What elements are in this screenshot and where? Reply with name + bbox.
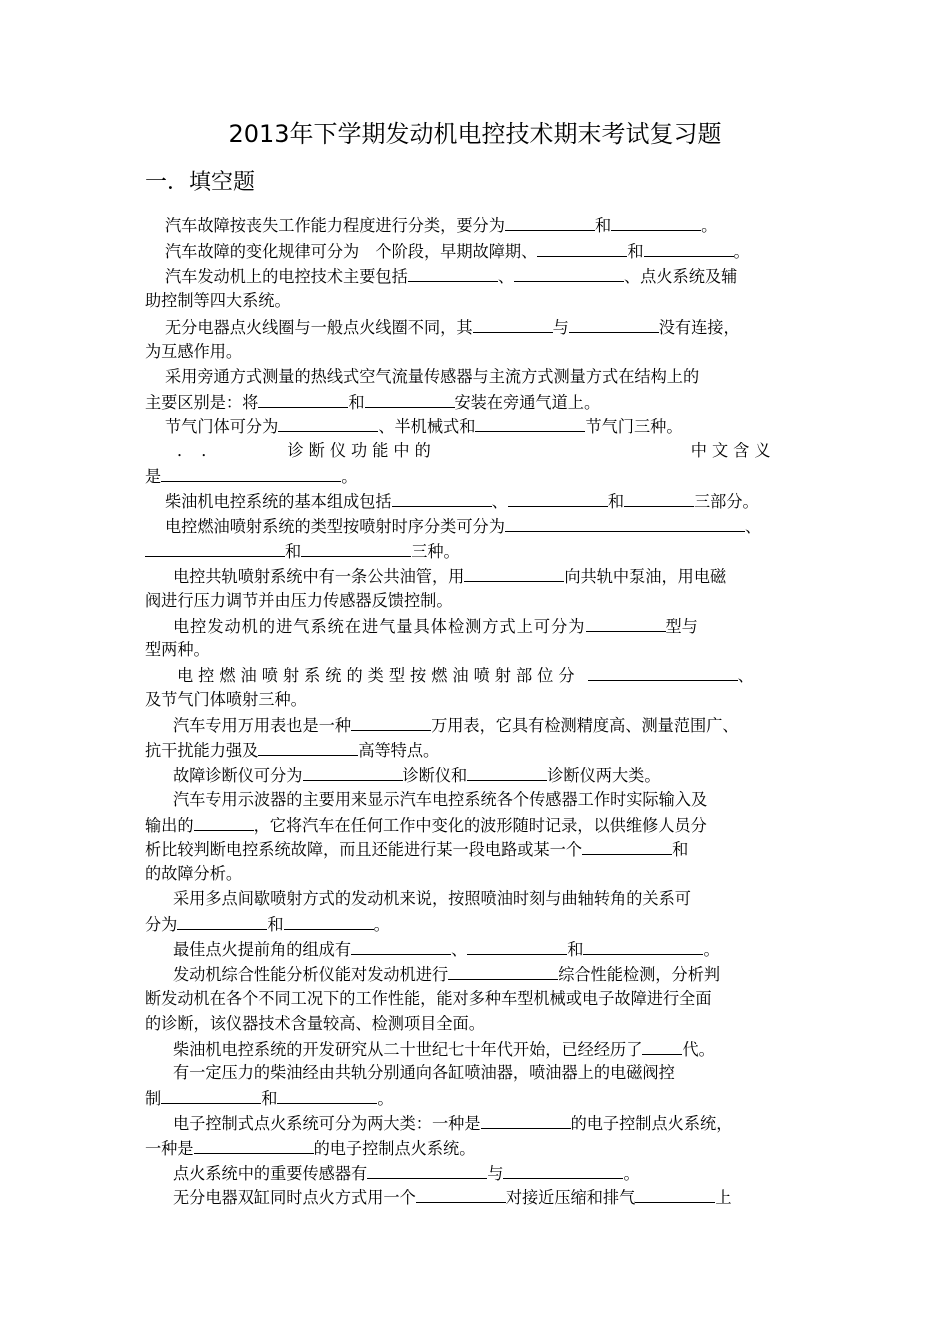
answer-blank [467, 763, 547, 781]
answer-blank [416, 1185, 506, 1203]
answer-blank [505, 514, 745, 532]
question-line: 制 和 。 [145, 1086, 810, 1110]
answer-blank [464, 564, 564, 582]
answer-blank [145, 539, 285, 557]
question-line: 电子控制式点火系统可分为两大类：一种是 的电子控制点火系统， [145, 1111, 810, 1135]
answer-blank [582, 837, 672, 855]
answer-blank [514, 264, 624, 282]
answer-blank [284, 912, 374, 930]
answer-blank [258, 390, 348, 408]
question-line: 电控共轨喷射系统中有一条公共油管，用 向共轨中泵油，用电磁 [145, 564, 810, 588]
question-line: 一种是 的电子控制点火系统。 [145, 1136, 810, 1160]
answer-blank [642, 1037, 682, 1055]
answer-blank [635, 1185, 715, 1203]
question-line: 助控制等四大系统。 [145, 291, 291, 310]
question-line: 电控发动机的进气系统在进气量具体检测方式上可分为 型与 [145, 614, 810, 638]
question-line: 汽车专用示波器的主要用来显示汽车电控系统各个传感器工作时实际输入及 [173, 790, 708, 809]
answer-blank [161, 464, 341, 482]
section-heading: 一．填空题 [145, 170, 256, 195]
question-line: 柴油机电控系统的基本组成包括 、 和 三部分。 [145, 489, 810, 513]
answer-blank [303, 763, 403, 781]
answer-blank [448, 962, 558, 980]
answer-blank [644, 239, 734, 257]
answer-blank [467, 937, 567, 955]
question-line: 无分电器点火线圈与一般点火线圈不同，其 与 没有连接， [145, 315, 810, 339]
answer-blank [194, 1136, 314, 1154]
question-line: 电控燃油喷射系统的类型按喷射时序分类可分为 、 [145, 514, 810, 538]
answer-blank [475, 414, 585, 432]
question-line: 无分电器双缸同时点火方式用一个 对接近压缩和排气 上 [145, 1185, 810, 1209]
question-line: 点火系统中的重要传感器有 与 。 [145, 1161, 810, 1185]
question-line: 电控燃油喷射系统的类型按燃油喷射部位分 、 [145, 663, 810, 687]
question-line: 采用多点间歇喷射方式的发动机来说，按照喷油时刻与曲轴转角的关系可 [173, 889, 691, 908]
answer-blank [569, 315, 659, 333]
question-line: 柴油机电控系统的开发研究从二十世纪七十年代开始，已经经历了 代。 [145, 1037, 810, 1061]
answer-blank [611, 213, 701, 231]
question-line: 断发动机在各个不同工况下的工作性能，能对多种车型机械或电子故障进行全面 [145, 989, 712, 1008]
question-line: 采用旁通方式测量的热线式空气流量传感器与主流方式测量方式在结构上的 [165, 367, 700, 386]
answer-blank [367, 1161, 487, 1179]
answer-blank [278, 414, 378, 432]
answer-blank [505, 213, 595, 231]
question-line: 汽车发动机上的电控技术主要包括 、 、点火系统及辅 [145, 264, 810, 288]
question-line: ． ． 诊断仪功能中的 中文含义 [177, 441, 776, 460]
document-title: 2013年下学期发动机电控技术期末考试复习题 [228, 120, 722, 148]
answer-blank [508, 489, 608, 507]
answer-blank [408, 264, 498, 282]
question-line: 发动机综合性能分析仪能对发动机进行 综合性能检测，分析判 [145, 962, 810, 986]
answer-blank [481, 1111, 571, 1129]
question-line: 汽车故障按丧失工作能力程度进行分类，要分为 和 。 [145, 213, 810, 237]
question-line: 输出的 ，它将汽车在任何工作中变化的波形随时记录，以供维修人员分 [145, 813, 810, 837]
answer-blank [177, 912, 267, 930]
answer-blank [503, 1161, 623, 1179]
question-line: 最佳点火提前角的组成有 、 和 。 [145, 937, 810, 961]
answer-blank [537, 239, 627, 257]
answer-blank [473, 315, 553, 333]
question-line: 汽车专用万用表也是一种 万用表，它具有检测精度高、测量范围广、 [145, 713, 810, 737]
question-line: 节气门体可分为 、半机械式和 节气门三种。 [145, 414, 810, 438]
answer-blank [351, 713, 431, 731]
question-line: 抗干扰能力强及 高等特点。 [145, 738, 810, 762]
question-line: 为互感作用。 [145, 342, 243, 361]
answer-blank [258, 738, 358, 756]
answer-blank [586, 614, 666, 632]
question-line: 的诊断，该仪器技术含量较高、检测项目全面。 [145, 1014, 485, 1033]
answer-blank [365, 390, 455, 408]
question-line: 阀进行压力调节并由压力传感器反馈控制。 [145, 591, 453, 610]
question-line: 型两种。 [145, 640, 210, 659]
answer-blank [194, 813, 254, 831]
question-line: 主要区别是：将 和 安装在旁通气道上。 [145, 390, 810, 414]
answer-blank [161, 1086, 261, 1104]
question-line: 汽车故障的变化规律可分为 个阶段，早期故障期、 和 。 [145, 239, 810, 263]
answer-blank [351, 937, 451, 955]
answer-blank [624, 489, 694, 507]
question-line: 故障诊断仪可分为 诊断仪和 诊断仪两大类。 [145, 763, 810, 787]
question-line: 是 。 [145, 464, 810, 488]
question-line: 和 三种。 [145, 539, 810, 563]
question-line: 有一定压力的柴油经由共轨分别通向各缸喷油器，喷油器上的电磁阀控 [173, 1063, 675, 1082]
answer-blank [301, 539, 411, 557]
question-line: 及节气门体喷射三种。 [145, 690, 307, 709]
question-line: 的故障分析。 [145, 864, 243, 883]
answer-blank [277, 1086, 377, 1104]
question-line: 分为 和 。 [145, 912, 810, 936]
answer-blank [392, 489, 492, 507]
answer-blank [583, 937, 703, 955]
question-line: 析比较判断电控系统故障，而且还能进行某一段电路或某一个 和 [145, 837, 810, 861]
answer-blank [588, 663, 738, 681]
